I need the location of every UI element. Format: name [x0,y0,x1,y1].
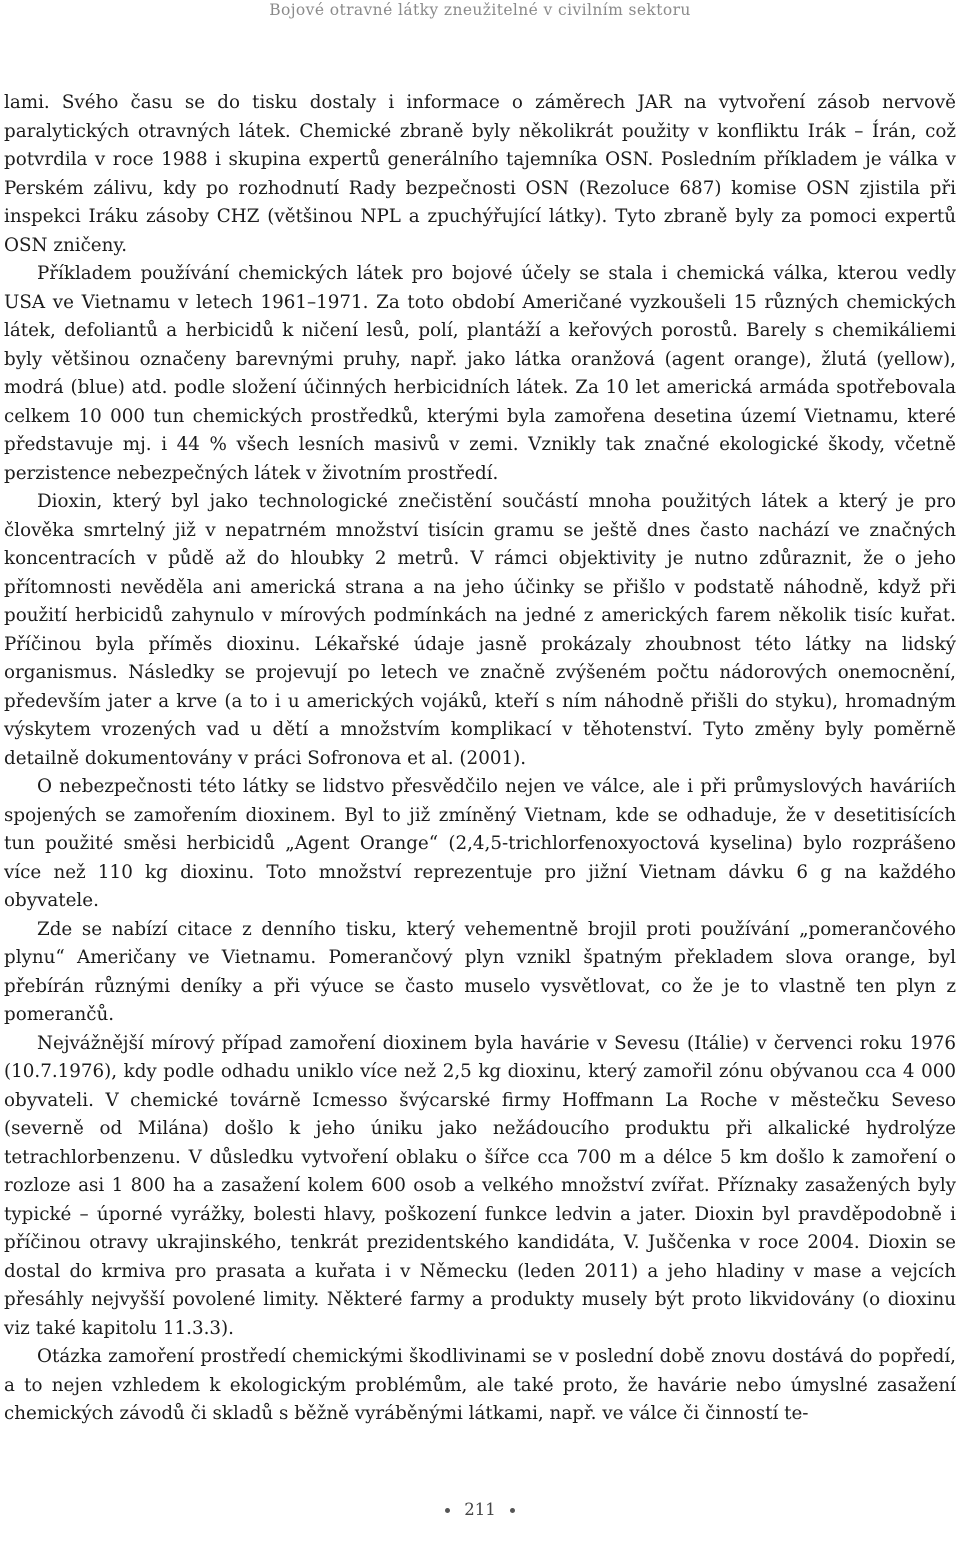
running-header: Bojové otravné látky zneužitelné v civilním sektoru [269,1,691,19]
page-footer [0,1500,960,1519]
paragraph: Příkladem používání chemických látek pro bojové účely se stala i chemická válka, kterou vedly USA ve Vietnamu v letech 1961–1971. Za toto období Američané vyzkoušeli 15 různých chemických látek, defoliantů a herbicidů k ničení lesů, polí, plantáží a keřových porostů. Barely s chemikáliemi byly většinou označeny barevnými pruhy, např. jako látka oranžová (agent orange), žlutá (yellow), modrá (blue) atd. podle složení účinných herbicidních látek. Za 10 let americká armáda spotřebovala celkem 10 000 tun chemických prostředků, kterými byla zamořena desetina území Vietnamu, které představuje mj. i 44 % všech lesních masivů v zemi. Vznikly tak značné ekologické škody, včetně perzistence nebezpečných látek v životním prostředí. [4,263,956,484]
paragraph: Otázka zamoření prostředí chemickými škodlivinami se v poslední době znovu dostává do popředí, a to nejen vzhledem k ekologickým problémům, ale také proto, že havárie nebo úmyslné zasažení chemických závodů či skladů s běžně vyráběnými látkami, např. ve válce či činností te- [4,1346,956,1424]
paragraph: Nejvážnější mírový případ zamoření dioxinem byla havárie v Sevesu (Itálie) v červenci roku 1976 (10.7.1976), kdy podle odhadu uniklo více než 2,5 kg dioxinu, který zamořil zónu obývanou cca 4 000 obyvateli. V chemické továrně Icmesso švýcarské firmy Hoffmann La Roche v městečku Seveso (severně od Milána) došlo k jeho úniku jako nežádoucího produktu při alkalické hydrolýze tetrachlorbenzenu. V důsledku vytvoření oblaku o šířce cca 700 m a délce 5 km došlo k zamoření o rozloze asi 1 800 ha a zasažení kolem 600 osob a velkého množství zvířat. Příznaky zasažených byly typické – úporné vyrážky, bolesti hlavy, poškození funkce ledvin a jater. Dioxin byl pravděpodobně i příčinou otravy ukrajinského, tenkrát prezidentského kandidáta, V. Juščenka v roce 2004. Dioxin se dostal do krmiva pro prasata a kuřata i v Německu (leden 2011) a jeho hladiny v mase a vejcích přesáhly nejvyšší povolené limity. Některé farmy a produkty musely být proto likvidovány (o dioxinu viz také kapitolu 11.3.3). [4,1032,956,1339]
paragraph: lami. Svého času se do tisku dostaly i informace o záměrech JAR na vytvoření zásob nervově paralytických otravných látek. Chemické zbraně byly několikrát použity v konfliktu Irák – Írán, což potvrdila v roce 1988 i skupina expertů generálního tajemníka OSN. Posledním příkladem je válka v Perském zálivu, kdy po rozhodnutí Rady bezpečnosti OSN (Rezoluce 687) komise OSN zjistila při inspekci Iráku zásoby CHZ (většinou NPL a zpuchýřující látky). Tyto zbraně byly za pomoci expertů OSN zničeny. [4,92,956,256]
paragraph: O nebezpečnosti této látky se lidstvo přesvědčilo nejen ve válce, ale i při průmyslových haváriích spojených se zamořením dioxinem. Byl to již zmíněný Vietnam, kde se odhaduje, že v desetitisících tun použité směsi herbicidů „Agent Orange“ (2,4,5-trichlorfenoxyoctová kyselina) bylo rozprášeno více než 110 kg dioxinu. Toto množství reprezentuje pro jižní Vietnam dávku 6 g na každého obyvatele. [4,776,956,911]
paragraph: Zde se nabízí citace z denního tisku, který vehementně brojil proti používání „pomerančového plynu“ Američany ve Vietnamu. Pomerančový plyn vznikl špatným překladem slova orange, byl přebírán různými deníky a při výuce se často muselo vysvětlovat, co že je to vlastně ten plyn z pomerančů. [4,918,956,1025]
bullet-dot-icon [445,1508,450,1513]
body-text [4,89,956,1429]
paragraph: Dioxin, který byl jako technologické znečistění součástí mnoha použitých látek a který je pro člověka smrtelný již v nepatrném množství tisícin gramu se ještě dnes často nachází ve značných koncentracích v půdě až do hloubky 2 metrů. V rámci objektivity je nutno zdůraznit, že o jeho přítomnosti nevěděla ani americká strana a na jeho účinky se přišlo v podstatě náhodně, když při použití herbicidů zahynulo v mírových podmínkách na jedné z amerických farem několik tisíc kuřat. Příčinou byla příměs dioxinu. Lékařské údaje jasně prokázaly zhoubnost této látky na lidský organismus. Následky se projevují po letech ve značně zvýšeném počtu nádorových onemocnění, především jater a krve (a to i u amerických vojáků, kteří s ním náhodně přišli do styku), hromadným výskytem vrozených vad u dětí a množstvím komplikací v těhotenství. Tyto změny byly poměrně detailně dokumentovány v práci Sofronova et al. (2001). [4,491,956,769]
page-number: 211 [464,1500,496,1519]
bullet-dot-icon [510,1508,515,1513]
